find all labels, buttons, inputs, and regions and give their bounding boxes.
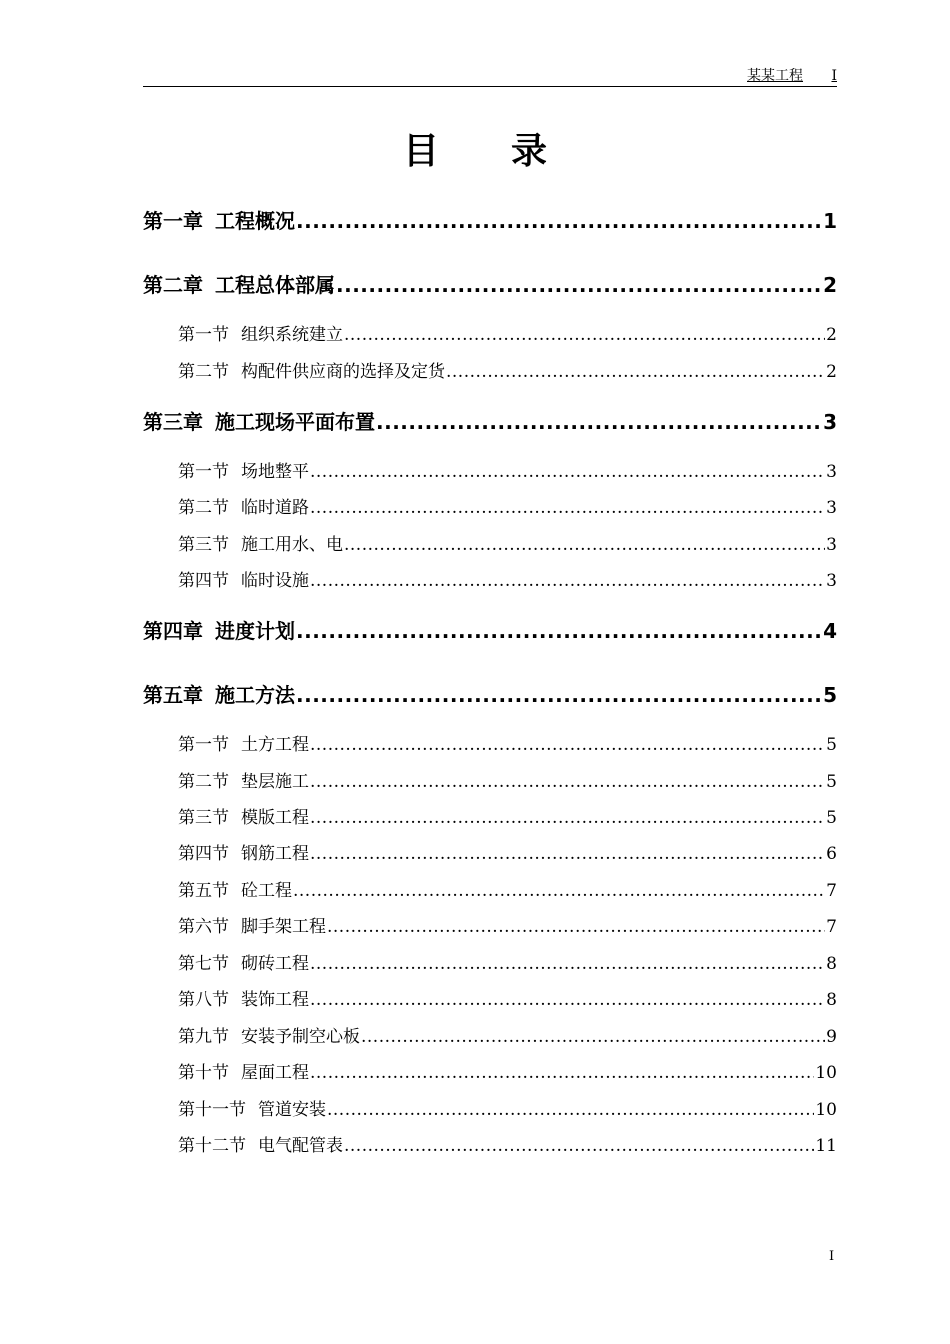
toc-section-number: 第八节 [178, 990, 229, 1010]
toc-section-title: 施工用水、电 [241, 535, 343, 555]
toc-leader [310, 843, 825, 865]
toc-section-number: 第七节 [178, 954, 229, 974]
toc-page-number: 8 [826, 954, 837, 974]
toc-page-number: 3 [823, 410, 837, 434]
toc-leader [344, 324, 825, 346]
toc-section-title: 钢筋工程 [241, 844, 309, 864]
toc-chapter-number: 第三章 [143, 410, 203, 434]
toc-chapter-title: 工程概况 [215, 209, 295, 233]
toc-page-number: 8 [826, 990, 837, 1010]
toc-section-title: 临时道路 [241, 498, 309, 518]
toc-section[interactable] [178, 880, 837, 902]
toc-section-title: 组织系统建立 [241, 325, 343, 345]
toc-leader [310, 570, 825, 592]
toc-chapter-1[interactable] [143, 208, 837, 234]
toc-section-number: 第一节 [178, 462, 229, 482]
toc-section[interactable] [178, 497, 837, 519]
toc-section-title: 砌砖工程 [241, 954, 309, 974]
toc-section[interactable] [178, 570, 837, 592]
toc-section-title: 安装予制空心板 [241, 1027, 360, 1047]
toc-leader [310, 461, 825, 483]
toc-section-title: 临时设施 [241, 571, 309, 591]
toc-page-number: 10 [815, 1100, 837, 1120]
toc-section-number: 第一节 [178, 735, 229, 755]
toc-leader [296, 618, 822, 644]
toc-chapter-number: 第四章 [143, 619, 203, 643]
toc-leader [296, 208, 822, 234]
toc-section[interactable] [178, 534, 837, 556]
toc-leader [310, 807, 825, 829]
toc-section[interactable] [178, 916, 837, 938]
toc-chapter-number: 第五章 [143, 683, 203, 707]
toc-leader [344, 534, 825, 556]
toc-section-number: 第四节 [178, 571, 229, 591]
toc-section[interactable] [178, 324, 837, 346]
toc-section[interactable] [178, 1099, 837, 1121]
toc-page-number: 11 [815, 1136, 837, 1156]
toc-section[interactable] [178, 1135, 837, 1157]
toc-leader [310, 1062, 814, 1084]
toc-chapter-5[interactable] [143, 682, 837, 708]
toc-page-number: 3 [826, 535, 837, 555]
toc-chapter-title: 工程总体部属 [215, 273, 335, 297]
toc-section-number: 第十节 [178, 1063, 229, 1083]
toc-section-title: 装饰工程 [241, 990, 309, 1010]
toc-leader [446, 361, 825, 383]
toc-section[interactable] [178, 989, 837, 1011]
toc-section-number: 第三节 [178, 808, 229, 828]
toc-section[interactable] [178, 843, 837, 865]
toc-section-title: 砼工程 [241, 881, 292, 901]
toc-section-title: 电气配管表 [258, 1136, 343, 1156]
toc-leader [344, 1135, 814, 1157]
toc-page-number: 5 [826, 735, 837, 755]
toc-section-title: 土方工程 [241, 735, 309, 755]
toc-leader [361, 1026, 825, 1048]
toc-page-number: 5 [823, 683, 837, 707]
toc-section-title: 垫层施工 [241, 772, 309, 792]
toc-section-number: 第九节 [178, 1027, 229, 1047]
toc-leader [327, 1099, 814, 1121]
toc-page-number: 3 [826, 498, 837, 518]
toc-section-number: 第一节 [178, 325, 229, 345]
toc-leader [310, 953, 825, 975]
toc-section-number: 第三节 [178, 535, 229, 555]
toc-section-title: 屋面工程 [241, 1063, 309, 1083]
toc-chapter-number: 第二章 [143, 273, 203, 297]
toc-chapter-4[interactable] [143, 618, 837, 644]
doc-title: 目录 [402, 131, 619, 172]
toc-page-number: 3 [826, 462, 837, 482]
toc-page-number: 10 [815, 1063, 837, 1083]
toc-chapter-number: 第一章 [143, 209, 203, 233]
toc-section-number: 第五节 [178, 881, 229, 901]
toc-page-number: 2 [823, 273, 837, 297]
toc-chapter-title: 施工现场平面布置 [215, 410, 375, 434]
toc-section-title: 脚手架工程 [241, 917, 326, 937]
toc-leader [296, 682, 822, 708]
toc-page-number: 4 [823, 619, 837, 643]
toc-chapter-2[interactable] [143, 272, 837, 298]
toc-leader [336, 272, 822, 298]
toc-section[interactable] [178, 807, 837, 829]
toc-leader [327, 916, 825, 938]
page-header [143, 66, 837, 87]
toc-page-number: 2 [826, 362, 837, 382]
toc-section[interactable] [178, 1026, 837, 1048]
toc-leader [310, 497, 825, 519]
toc-section-number: 第六节 [178, 917, 229, 937]
toc-page-number: 3 [826, 571, 837, 591]
toc-section-number: 第四节 [178, 844, 229, 864]
header-text [747, 68, 837, 84]
toc-page-number: 7 [826, 881, 837, 901]
toc-section[interactable] [178, 461, 837, 483]
toc-chapter-title: 施工方法 [215, 683, 295, 707]
header-title: 某某工程 [747, 68, 804, 84]
toc-leader [310, 771, 825, 793]
toc-page-number: 7 [826, 917, 837, 937]
toc-page-number: 1 [823, 209, 837, 233]
toc-leader [376, 409, 822, 435]
toc-section[interactable] [178, 953, 837, 975]
toc-chapter-3[interactable] [143, 409, 837, 435]
toc-section-number: 第二节 [178, 772, 229, 792]
toc-section[interactable] [178, 771, 837, 793]
header-page-number: I [831, 68, 837, 84]
toc-section[interactable] [178, 1062, 837, 1084]
toc-leader [310, 734, 825, 756]
toc-section[interactable] [178, 361, 837, 383]
toc-section-title: 管道安装 [258, 1100, 326, 1120]
toc-page-number: 9 [826, 1027, 837, 1047]
toc-page-number: 2 [826, 325, 837, 345]
toc-leader [293, 880, 825, 902]
toc-page-number: 5 [826, 772, 837, 792]
toc-chapter-title: 进度计划 [215, 619, 295, 643]
toc-section-title: 模版工程 [241, 808, 309, 828]
toc-section-number: 第二节 [178, 498, 229, 518]
page-footer-number: I [829, 1249, 835, 1264]
toc-leader [310, 989, 825, 1011]
toc-page-number: 6 [826, 844, 837, 864]
toc-section-number: 第十一节 [178, 1100, 246, 1120]
toc-section-title: 场地整平 [241, 462, 309, 482]
toc-section-number: 第二节 [178, 362, 229, 382]
toc-page-number: 5 [826, 808, 837, 828]
toc-section-title: 构配件供应商的选择及定货 [241, 362, 445, 382]
toc-section[interactable] [178, 734, 837, 756]
toc-section-number: 第十二节 [178, 1136, 246, 1156]
